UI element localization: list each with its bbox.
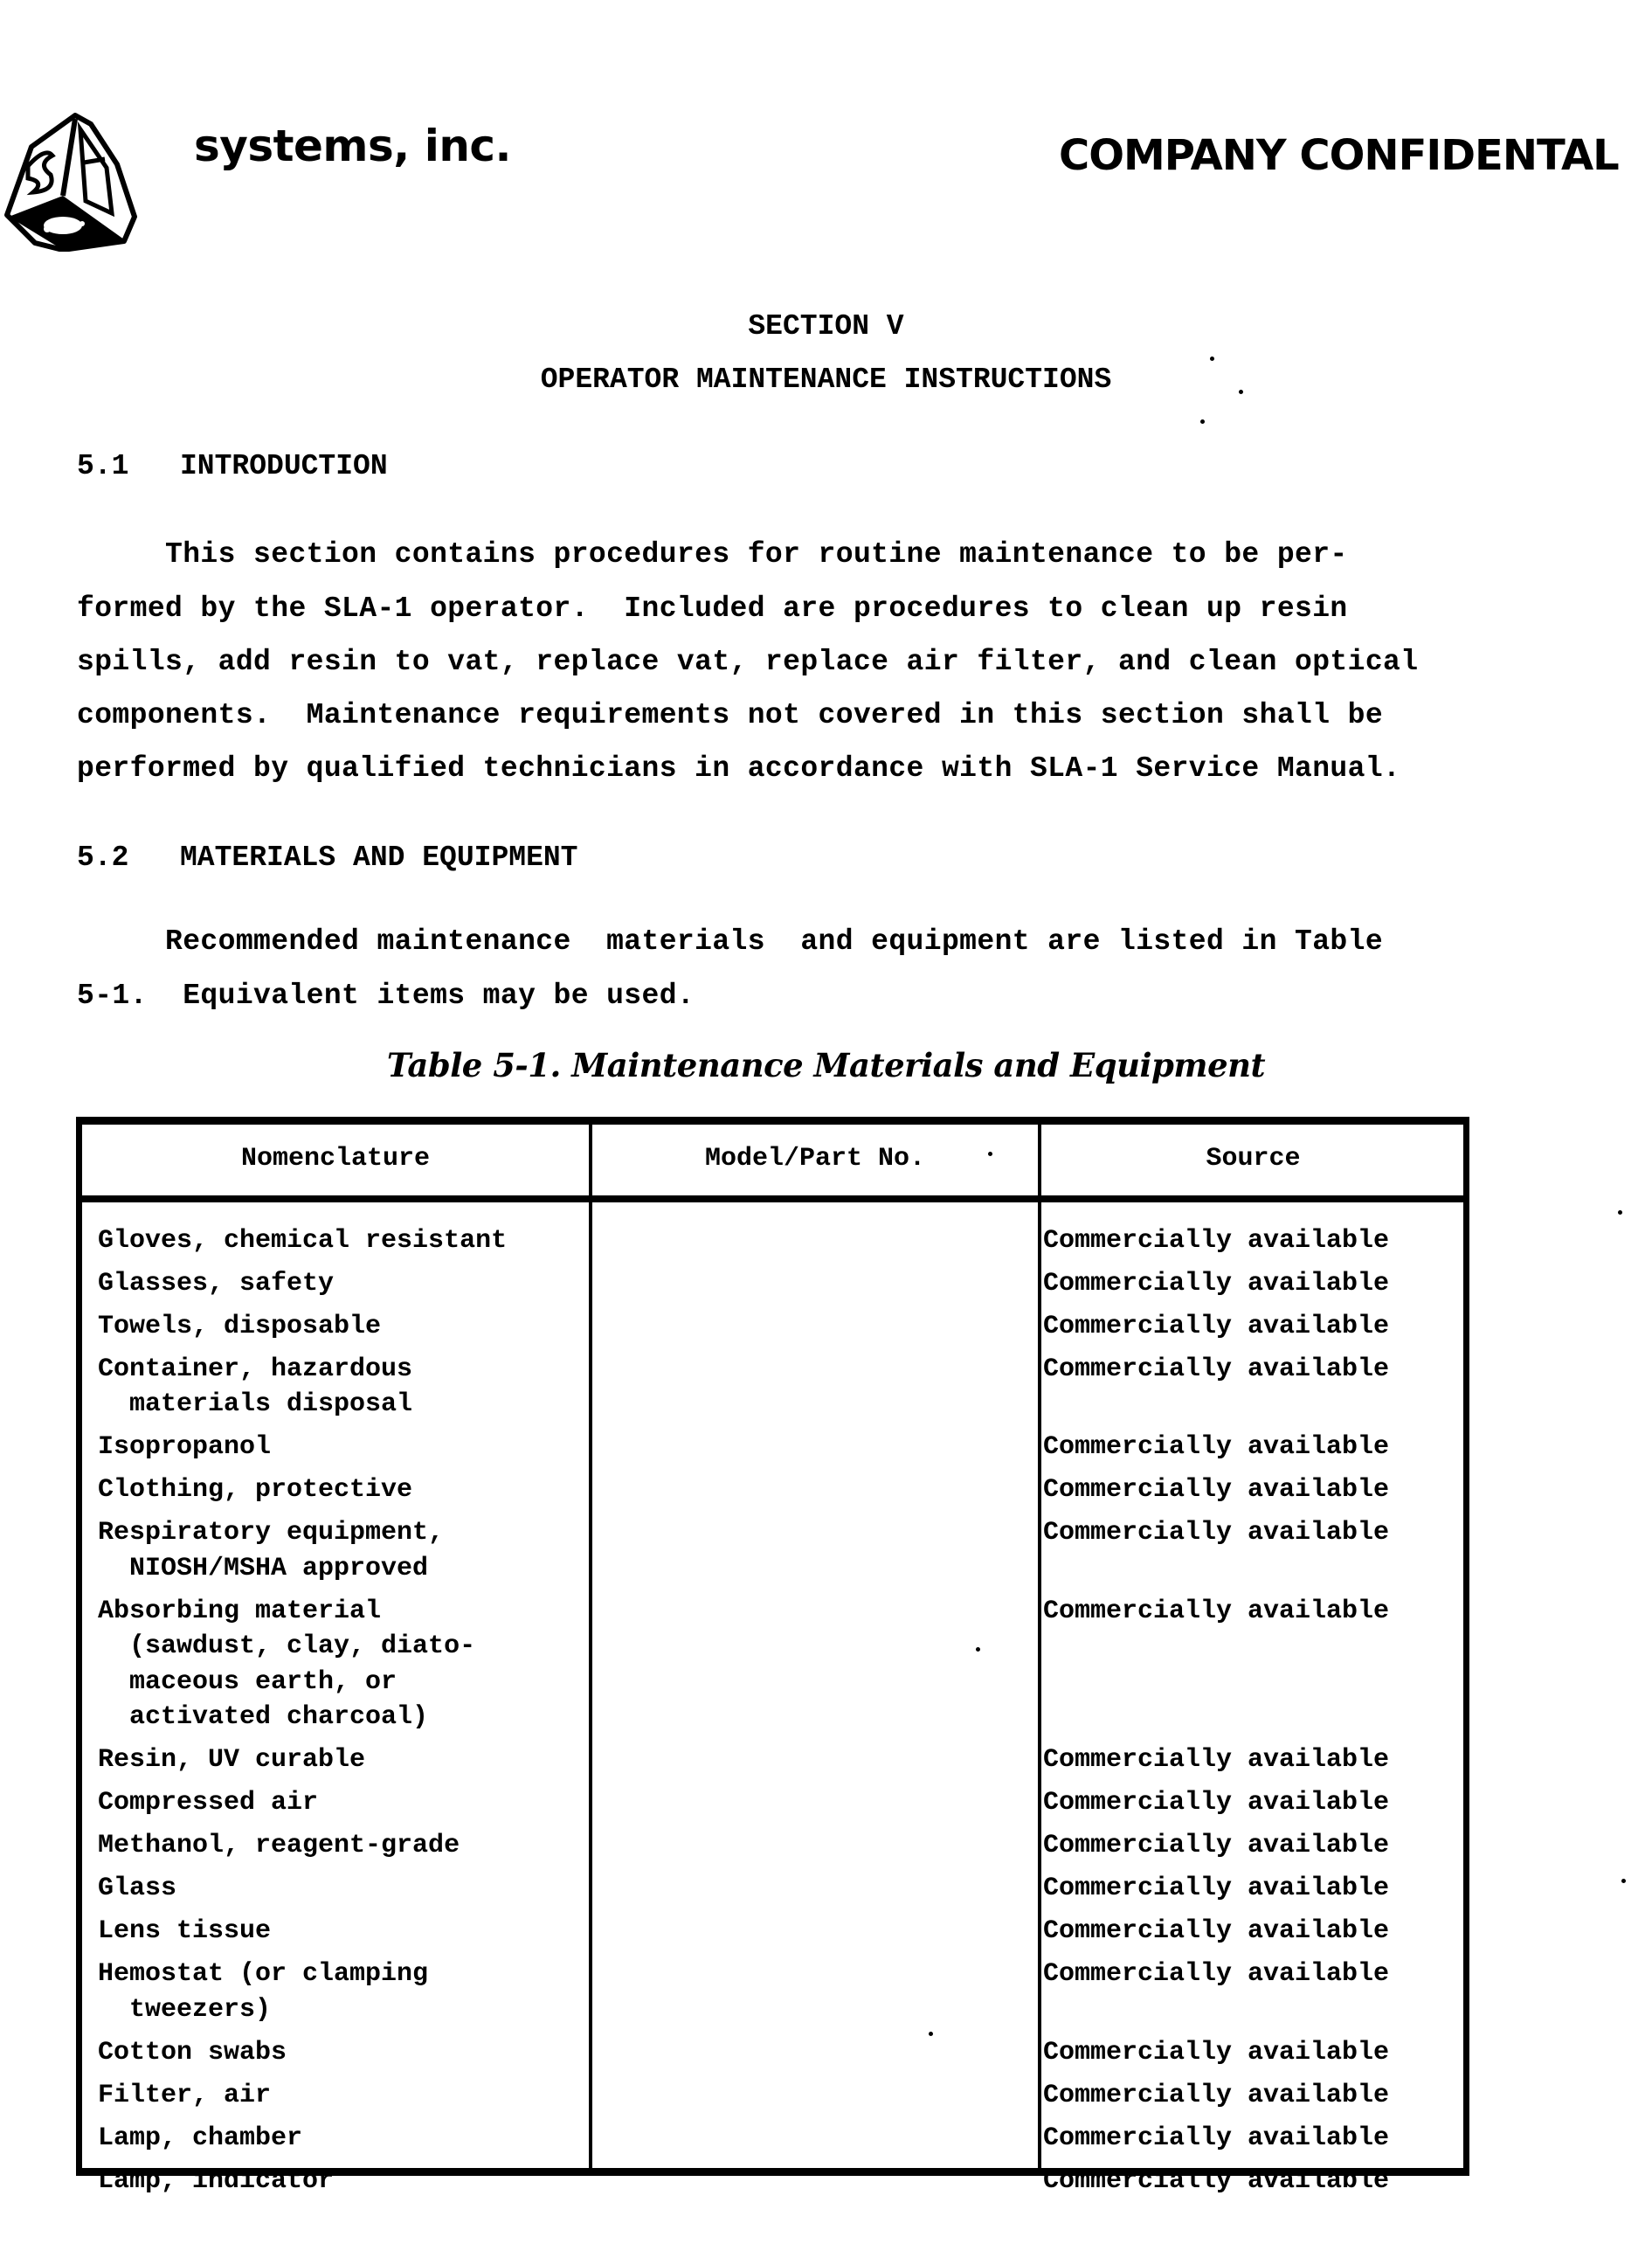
- cell-source: Commercially available: [1043, 1785, 1389, 1820]
- scan-speck: [1621, 1879, 1626, 1883]
- table-row: [82, 1515, 1463, 1597]
- cell-nomenclature: Glasses, safety: [98, 1266, 334, 1301]
- cell-source: Commercially available: [1043, 1352, 1389, 1387]
- cell-nomenclature: Absorbing material (sawdust, clay, diato- maceous earth, or activated charcoal): [98, 1594, 475, 1735]
- materials-number: 5.2: [77, 842, 128, 874]
- scan-speck: [1210, 357, 1214, 361]
- scan-speck: [988, 1152, 992, 1156]
- confidentiality-notice: COMPANY CONFIDENTAL: [1059, 131, 1619, 180]
- cell-nomenclature: Compressed air: [98, 1785, 318, 1820]
- cell-nomenclature: Gloves, chemical resistant: [98, 1223, 507, 1258]
- table-row: [82, 1785, 1463, 1826]
- intro-heading: INTRODUCTION: [180, 450, 388, 482]
- materials-table: [76, 1117, 1469, 2176]
- scan-speck: [976, 1647, 980, 1652]
- cell-source: Commercially available: [1043, 2078, 1389, 2113]
- cell-source: Commercially available: [1043, 1957, 1389, 1991]
- cell-source: Commercially available: [1043, 2164, 1389, 2199]
- scan-speck: [1618, 1210, 1622, 1215]
- table-row: [82, 1871, 1463, 1912]
- table-header: [82, 1125, 1463, 1202]
- table-row: [82, 1309, 1463, 1350]
- cell-source: Commercially available: [1043, 1430, 1389, 1465]
- section-number-title: SECTION V: [0, 310, 1652, 343]
- cell-nomenclature: Towels, disposable: [98, 1309, 381, 1344]
- company-logo-icon: [2, 112, 204, 252]
- cell-source: Commercially available: [1043, 2035, 1389, 2070]
- table-row: [82, 2078, 1463, 2119]
- intro-line: This section contains procedures for routine maintenance to be per-: [77, 538, 1348, 571]
- cell-nomenclature: Respiratory equipment, NIOSH/MSHA approved: [98, 1515, 444, 1586]
- table-body: [82, 1202, 1463, 2168]
- cell-source: Commercially available: [1043, 1223, 1389, 1258]
- cell-nomenclature: Lamp, indicator: [98, 2164, 334, 2199]
- intro-line: spills, add resin to vat, replace vat, replace air filter, and clean optical: [77, 646, 1418, 678]
- table-row: [82, 1914, 1463, 1955]
- company-name: systems, inc.: [194, 121, 511, 171]
- cell-nomenclature: Filter, air: [98, 2078, 271, 2113]
- materials-line: 5-1. Equivalent items may be used.: [77, 980, 695, 1012]
- table-row: [82, 1430, 1463, 1471]
- cell-nomenclature: Container, hazardous materials disposal: [98, 1352, 412, 1423]
- cell-source: Commercially available: [1043, 1742, 1389, 1777]
- cell-source: Commercially available: [1043, 1594, 1389, 1629]
- cell-source: Commercially available: [1043, 1266, 1389, 1301]
- intro-number: 5.1: [77, 450, 128, 482]
- cell-nomenclature: Resin, UV curable: [98, 1742, 365, 1777]
- scan-speck: [1239, 390, 1243, 394]
- cell-nomenclature: Isopropanol: [98, 1430, 271, 1465]
- cell-nomenclature: Lens tissue: [98, 1914, 271, 1949]
- section-title: OPERATOR MAINTENANCE INSTRUCTIONS: [0, 364, 1652, 396]
- cell-source: Commercially available: [1043, 1309, 1389, 1344]
- table-row: [82, 1594, 1463, 1758]
- table-row: [82, 1957, 1463, 2039]
- table-row: [82, 1266, 1463, 1307]
- cell-nomenclature: Cotton swabs: [98, 2035, 287, 2070]
- cell-nomenclature: Glass: [98, 1871, 176, 1906]
- cell-source: Commercially available: [1043, 2121, 1389, 2156]
- table-row: [82, 1742, 1463, 1783]
- cell-source: Commercially available: [1043, 1871, 1389, 1906]
- intro-line: components. Maintenance requirements not covered in this section shall be: [77, 699, 1383, 731]
- cell-source: Commercially available: [1043, 1515, 1389, 1550]
- cell-source: Commercially available: [1043, 1828, 1389, 1863]
- materials-line: Recommended maintenance materials and equipment are listed in Table: [77, 925, 1383, 958]
- materials-heading: MATERIALS AND EQUIPMENT: [180, 842, 577, 874]
- table-row: [82, 1223, 1463, 1264]
- table-row: [82, 1472, 1463, 1513]
- cell-nomenclature: Clothing, protective: [98, 1472, 412, 1507]
- scan-speck: [929, 2032, 933, 2036]
- table-row: [82, 2164, 1463, 2205]
- table-row: [82, 1352, 1463, 1434]
- cell-nomenclature: Methanol, reagent-grade: [98, 1828, 460, 1863]
- cell-nomenclature: Hemostat (or clamping tweezers): [98, 1957, 428, 2027]
- cell-source: Commercially available: [1043, 1472, 1389, 1507]
- intro-line: formed by the SLA-1 operator. Included are procedures to clean up resin: [77, 592, 1348, 625]
- table-caption: Table 5-1. Maintenance Materials and Equipment: [0, 1046, 1652, 1084]
- cell-source: Commercially available: [1043, 1914, 1389, 1949]
- intro-line: performed by qualified technicians in accordance with SLA-1 Service Manual.: [77, 752, 1400, 785]
- column-header-source: Source: [1041, 1144, 1465, 1174]
- scan-speck: [1200, 419, 1205, 424]
- table-row: [82, 1828, 1463, 1869]
- column-header-nomenclature: Nomenclature: [82, 1144, 589, 1174]
- cell-nomenclature: Lamp, chamber: [98, 2121, 302, 2156]
- column-header-model-part-no: Model/Part No.: [592, 1144, 1038, 1174]
- table-row: [82, 2035, 1463, 2076]
- table-row: [82, 2121, 1463, 2162]
